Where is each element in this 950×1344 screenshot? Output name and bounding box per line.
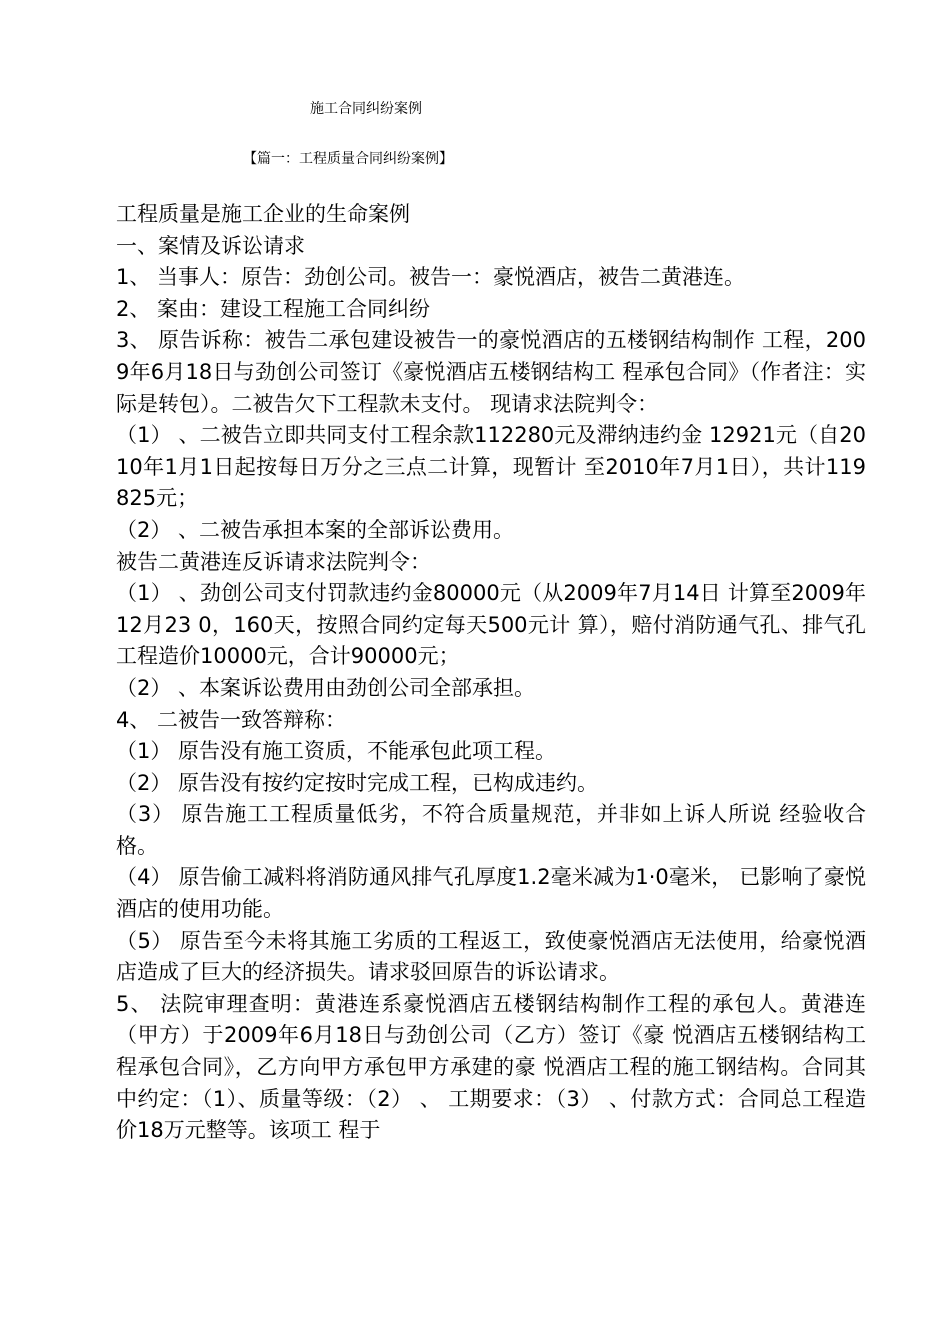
paragraph-claim-item-2: （2） 、二被告承担本案的全部诉讼费用。: [116, 517, 515, 542]
section-title: 【篇一：工程质量合同纠纷案例】: [243, 151, 453, 167]
paragraph-counterclaim-item-1: （1） 、劲创公司支付罚款违约金80000元（从2009年7月14日 计算至2009年12月23 0，160天，按照合同约定每天500元计 算），赔付消防通气孔、排气孔工程造价10000元，合计90000元；: [116, 581, 866, 669]
heading-quality: 工程质量是施工企业的生命案例: [116, 202, 410, 226]
document-title: 施工合同纠纷案例: [310, 101, 422, 117]
paragraph-court-findings: 5、 法院审理查明：黄港连系豪悦酒店五楼钢结构制作工程的承包人。黄港连（甲方）于2009年6月18日与劲创公司（乙方）签订《豪 悦酒店五楼钢结构工程承包合同》，乙方向甲方承包甲方承建的豪 悦酒店工程的施工钢结构。合同其中约定：（1）、质量等级：（2） 、 工期要求：（3） 、付款方式：合同总工程造价18万元整等。该项工 程于: [116, 991, 866, 1143]
heading-case-facts: 一、案情及诉讼请求: [116, 233, 305, 258]
document-body: [116, 199, 866, 1147]
paragraph-plaintiff-claim: 3、 原告诉称：被告二承包建设被告一的豪悦酒店的五楼钢结构制作 工程，2009年6月18日与劲创公司签订《豪悦酒店五楼钢结构工 程承包合同》（作者注：实际是转包）。二被告欠下工程款未支付。 现请求法院判令：: [116, 328, 866, 416]
paragraph-claim-item-1: （1） 、二被告立即共同支付工程余款112280元及滞纳违约金 12921元（自2010年1月1日起按每日万分之三点二计算，现暂计 至2010年7月1日），共计119825元；: [116, 423, 866, 511]
paragraph-defense-item-2: （2） 原告没有按约定按时完成工程，已构成违约。: [116, 770, 599, 795]
paragraph-parties: 1、 当事人：原告：劲创公司。被告一：豪悦酒店，被告二黄港连。: [116, 265, 746, 290]
paragraph-defense-item-1: （1） 原告没有施工资质，不能承包此项工程。: [116, 739, 557, 764]
paragraph-defense-item-5: （5） 原告至今未将其施工劣质的工程返工，致使豪悦酒店无法使用，给豪悦酒店造成了巨大的经济损失。请求驳回原告的诉讼请求。: [116, 928, 866, 985]
paragraph-cause: 2、 案由：建设工程施工合同纠纷: [116, 296, 431, 321]
paragraph-counterclaim-intro: 被告二黄港连反诉请求法院判令：: [116, 549, 431, 574]
paragraph-counterclaim-item-2: （2） 、本案诉讼费用由劲创公司全部承担。: [116, 675, 536, 700]
paragraph-defense-item-3: （3） 原告施工工程质量低劣，不符合质量规范，并非如上诉人所说 经验收合格。: [116, 802, 866, 858]
paragraph-defense-intro: 4、 二被告一致答辩称：: [116, 707, 347, 732]
paragraph-defense-item-4: （4） 原告偷工减料将消防通风排气孔厚度1.2毫米减为1·0毫米， 已影响了豪悦酒店的使用功能。: [116, 865, 866, 922]
